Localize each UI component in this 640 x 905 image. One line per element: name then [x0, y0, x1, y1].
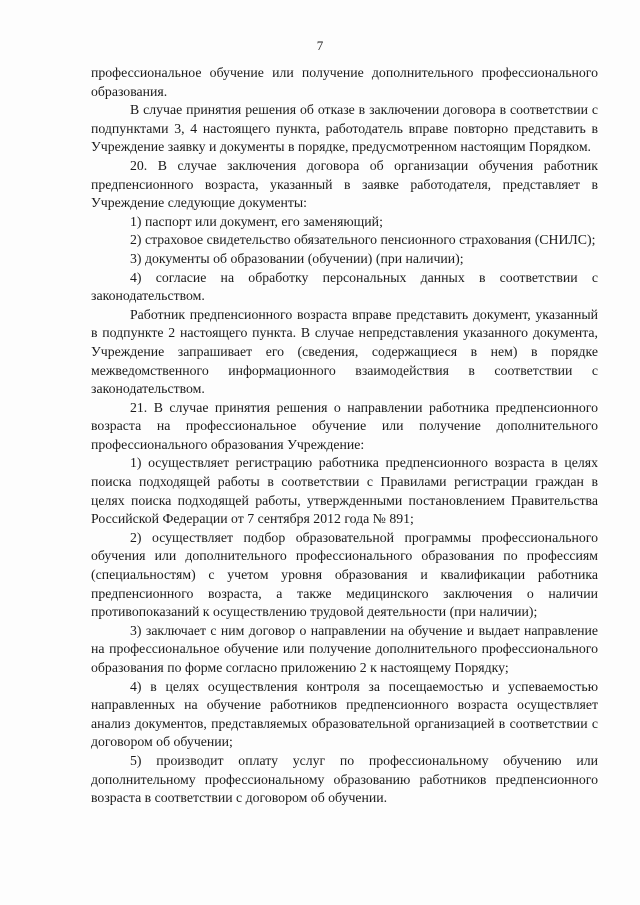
list-item-20-2: 2) страховое свидетельство обязательного пенсионного страхования (СНИЛС);: [130, 232, 596, 248]
document-body: [91, 64, 598, 808]
list-item-21-1: 1) осуществляет регистрацию работника предпенсионного возраста в целях поиска подходящей работы в соответствии с Правилами регистрации граждан в целях поиска подходящей работы, утвержденными постановлением Правительства Российской Федерации от 7 сентября 2012 года № 891;: [91, 455, 598, 527]
list-item-21-3: 3) заключает с ним договор о направлении на обучение и выдает направление на профессиональное обучение или получение дополнительного профессионального образования по форме согласно приложению 2 к настоящему Порядку;: [91, 622, 598, 675]
list-item-20-1: 1) паспорт или документ, его заменяющий;: [130, 213, 383, 229]
list-item-20-4: 4) согласие на обработку персональных данных в соответствии с законодательством.: [91, 269, 598, 304]
list-item-21-5: 5) производит оплату услуг по профессиональному обучению или дополнительному профессиональному образованию работников предпенсионного возраста в соответствии с договором об обучении.: [91, 752, 598, 806]
paragraph-continuation: профессиональное обучение или получение дополнительного профессионального образования.: [91, 65, 598, 99]
list-item-21-4: 4) в целях осуществления контроля за посещаемостью и успеваемостью направленных на обучение работников предпенсионного возраста осуществляет анализ документов, представляемых образовательной организацией в соответствии с договором об обучении;: [91, 678, 598, 750]
paragraph-refusal-case: В случае принятия решения об отказе в заключении договора в соответствии с подпунктами 3, 4 настоящего пункта, работодатель вправе повторно представить в Учреждение заявку и документы в порядке, предусмотренном настоящим Порядком.: [91, 102, 598, 155]
paragraph-item-20: 20. В случае заключения договора об организации обучения работник предпенсионного возраста, указанный в заявке работодателя, представляет в Учреждение следующие документы:: [91, 157, 598, 211]
list-item-21-2: 2) осуществляет подбор образовательной программы профессионального обучения или дополнительного профессионального образования по профессиям (специальностям) с учетом уровня образования и квалификации работника предпенсионного возраста, а также медицинского заключения о наличии противопоказаний к осуществлению трудовой деятельности (при наличии);: [91, 529, 598, 620]
page-number: 7: [316, 38, 324, 53]
paragraph-item-21: 21. В случае принятия решения о направлении работника предпенсионного возраста на профессиональное обучение или получение дополнительного профессионального образования Учреждение:: [91, 399, 598, 452]
list-item-20-3: 3) документы об образовании (обучении) (при наличии);: [130, 250, 464, 266]
paragraph-document-right: Работник предпенсионного возраста вправе представить документ, указанный в подпункте 2 настоящего пункта. В случае непредставления указанного документа, Учреждение запрашивает его (сведения, содержащиеся в нем) в порядке межведомственного информационного взаимодействия в соответствии с законодательством.: [91, 306, 598, 397]
